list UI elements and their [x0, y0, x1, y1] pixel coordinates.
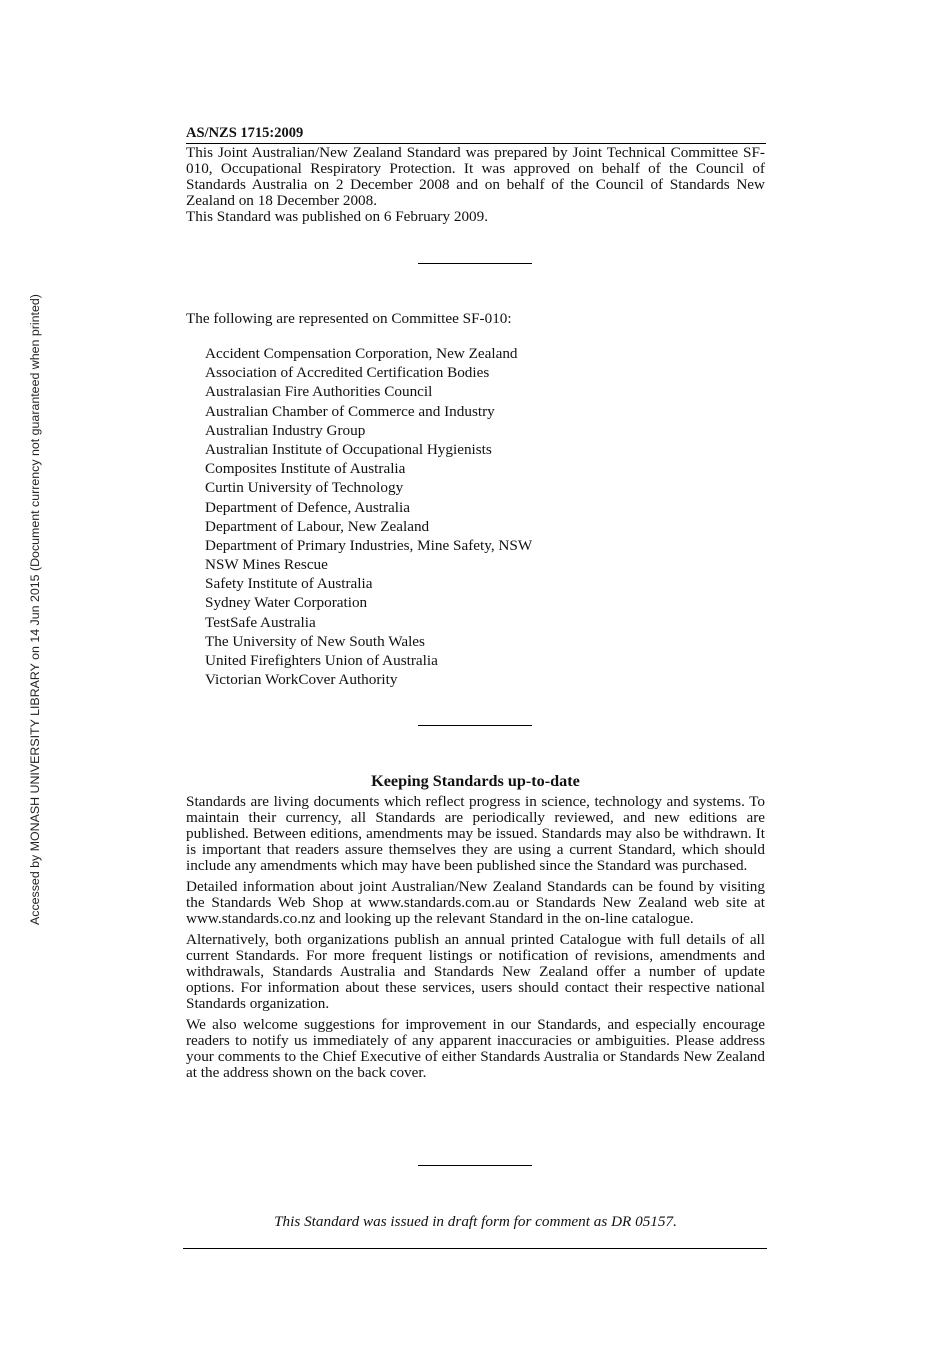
list-item: Australasian Fire Authorities Council — [205, 383, 433, 401]
list-item: The University of New South Wales — [205, 632, 425, 650]
list-item: NSW Mines Rescue — [205, 556, 328, 574]
paragraph: Alternatively, both organizations publish an annual printed Catalogue with full details of all current Standards. For more frequent listings or notification of revisions, amendments and withdrawals, Standards Australia and Standards New Zealand offer a number of update options. For information about these services, users should contact their respective national Standards organization. — [186, 931, 765, 1012]
footer-rule — [183, 1248, 767, 1249]
list-item: Victorian WorkCover Authority — [205, 671, 398, 689]
section-divider — [418, 263, 532, 264]
paragraph: Detailed information about joint Australian/New Zealand Standards can be found by visiting the Standards Web Shop at www.standards.com.au or Standards New Zealand web site at www.standards.co.nz and looking up the relevant Standard in the on-line catalogue. — [186, 878, 765, 927]
list-item: United Firefighters Union of Australia — [205, 652, 438, 669]
draft-note: This Standard was issued in draft form for comment as DR 05157. — [274, 1213, 677, 1230]
list-item: Safety Institute of Australia — [205, 575, 373, 593]
list-item: Sydney Water Corporation — [205, 594, 368, 612]
list-item: Department of Labour, New Zealand — [205, 517, 430, 535]
list-item: Australian Institute of Occupational Hygienists — [205, 440, 492, 458]
section-title: Keeping Standards up-to-date — [371, 772, 580, 790]
list-item: Composites Institute of Australia — [205, 460, 406, 478]
paragraph: We also welcome suggestions for improvement in our Standards, and especially encourage readers to notify us immediately of any apparent inaccuracies or ambiguities. Please address your comments to the Chief Executive of either Standards Australia or Standards New Zealand at the address shown on the back cover. — [186, 1016, 765, 1081]
section-divider — [418, 725, 532, 726]
paragraph: Standards are living documents which reflect progress in science, technology and systems. To maintain their currency, all Standards are periodically reviewed, and new editions are published. Between editions, amendments may be issued. Standards may also be withdrawn. It is important that readers assure themselves they are using a current Standard, which should include any amendments which may have been published since the Standard was purchased. — [186, 793, 765, 874]
publication-date: This Standard was published on 6 February 2009. — [186, 208, 489, 225]
committee-intro: The following are represented on Committee SF-010: — [186, 310, 512, 327]
list-item: Accident Compensation Corporation, New Zealand — [205, 345, 518, 362]
list-item: Association of Accredited Certification Bodies — [205, 364, 490, 382]
list-item: Australian Industry Group — [205, 421, 366, 439]
document-id: AS/NZS 1715:2009 — [186, 125, 766, 144]
list-item: Department of Primary Industries, Mine Safety, NSW — [205, 536, 533, 554]
list-item: Australian Chamber of Commerce and Industry — [205, 402, 495, 420]
list-item: Department of Defence, Australia — [205, 498, 410, 516]
preparation-paragraph: This Joint Australian/New Zealand Standard was prepared by Joint Technical Committee SF-010, Occupational Respiratory Protection. It was approved on behalf of the Council of Standards Australia on 2 December 2008 and on behalf of the Council of Standards New Zealand on 18 December 2008. — [186, 144, 765, 209]
committee-member-list — [205, 344, 532, 689]
section-divider — [418, 1165, 532, 1166]
list-item: Curtin University of Technology — [205, 479, 404, 497]
keeping-standards-body — [186, 794, 765, 1086]
preparation-block — [186, 145, 765, 225]
list-item: TestSafe Australia — [205, 613, 316, 631]
access-watermark: Accessed by MONASH UNIVERSITY LIBRARY on 14 Jun 2015 (Document currency not guaranteed when printed) — [28, 294, 42, 925]
